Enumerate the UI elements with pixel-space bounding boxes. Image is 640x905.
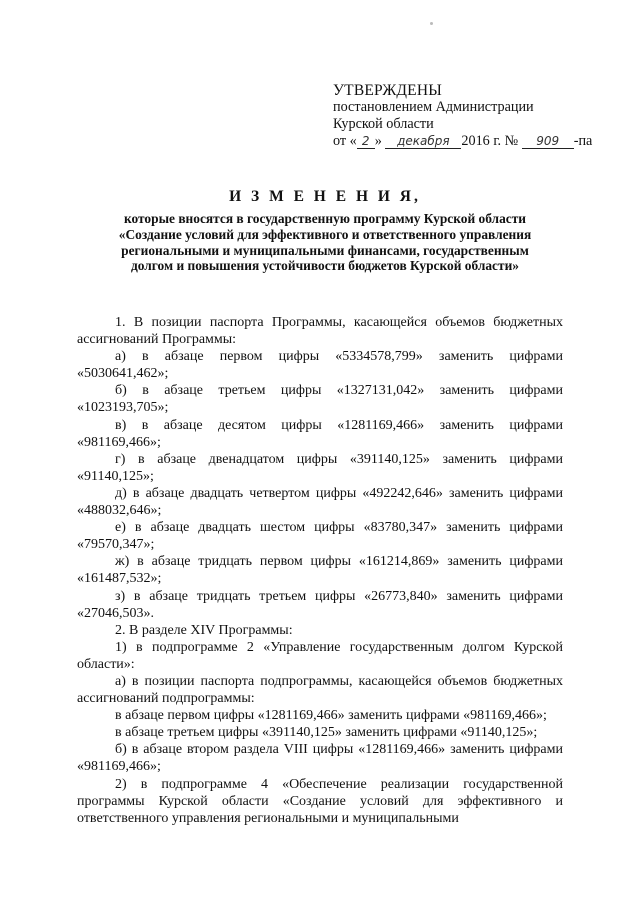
heading-subtitle-4: долгом и повышения устойчивости бюджетов Курской области» bbox=[131, 258, 519, 274]
paragraph: в абзаце третьем цифры «391140,125» заменить цифрами «91140,125»; bbox=[115, 725, 538, 741]
paragraph: в абзаце первом цифры «1281169,466» заменить цифрами «981169,466»; bbox=[115, 708, 547, 724]
paragraph: ж) в абзаце тридцать первом цифры «161214,869» заменить цифрами «161487,532»; bbox=[77, 554, 563, 587]
document-heading bbox=[70, 188, 580, 274]
paragraph: б) в абзаце втором раздела VIII цифры «1281169,466» заменить цифрами «981169,466»; bbox=[77, 742, 563, 775]
approval-title: УТВЕРЖДЕНЫ bbox=[333, 82, 442, 99]
number-suffix: -па bbox=[573, 133, 593, 149]
date-day: 2 bbox=[361, 134, 370, 148]
paragraph: 1. В позиции паспорта Программы, касающейся объемов бюджетных ассигнований Программы: bbox=[77, 315, 563, 348]
date-month-field bbox=[385, 134, 461, 149]
document-number: 909 bbox=[536, 134, 560, 148]
date-prefix: от « bbox=[333, 133, 357, 149]
paragraph: е) в абзаце двадцать шестом цифры «83780,347» заменить цифрами «79570,347»; bbox=[77, 520, 563, 553]
heading-subtitle-2: «Создание условий для эффективного и ответственного управления bbox=[118, 226, 532, 242]
approval-line-1: постановлением Администрации bbox=[333, 99, 534, 115]
document-body bbox=[77, 314, 563, 827]
paragraph: б) в абзаце третьем цифры «1327131,042» заменить цифрами «1023193,705»; bbox=[77, 383, 563, 416]
approval-date-line bbox=[333, 133, 623, 150]
date-month: декабря bbox=[397, 134, 450, 148]
paragraph: а) в абзаце первом цифры «5334578,799» заменить цифрами «5030641,462»; bbox=[77, 349, 563, 382]
paragraph: а) в позиции паспорта подпрограммы, касающейся объемов бюджетных ассигнований подпрограммы: bbox=[77, 673, 563, 707]
scan-speck bbox=[430, 22, 433, 25]
paragraph: з) в абзаце тридцать третьем цифры «26773,840» заменить цифрами «27046,503». bbox=[77, 588, 563, 621]
date-year: 2016 г. № bbox=[461, 133, 519, 149]
heading-subtitle-3: региональными и муниципальными финансами, государственным bbox=[121, 242, 529, 258]
heading-subtitle-1: которые вносятся в государственную программу Курской области bbox=[123, 211, 527, 226]
date-day-field bbox=[357, 134, 375, 149]
paragraph: 1) в подпрограмме 2 «Управление государственным долгом Курской области»: bbox=[77, 639, 563, 672]
date-mid: » bbox=[374, 133, 382, 149]
paragraph: в) в абзаце десятом цифры «1281169,466» заменить цифрами «981169,466»; bbox=[77, 417, 563, 450]
approval-block bbox=[333, 82, 623, 150]
document-number-field bbox=[522, 134, 574, 149]
paragraph: д) в абзаце двадцать четвертом цифры «492242,646» заменить цифрами «488032,646»; bbox=[77, 485, 563, 519]
heading-title: И З М Е Н Е Н И Я, bbox=[229, 188, 421, 205]
approval-line-2: Курской области bbox=[333, 116, 434, 132]
paragraph: 2. В разделе XIV Программы: bbox=[115, 622, 293, 638]
paragraph: 2) в подпрограмме 4 «Обеспечение реализации государственной программы Курской области «Создание условий для эффективного и ответственного управления региональными и муниципальными bbox=[77, 776, 563, 826]
paragraph: г) в абзаце двенадцатом цифры «391140,125» заменить цифрами «91140,125»; bbox=[77, 451, 563, 484]
